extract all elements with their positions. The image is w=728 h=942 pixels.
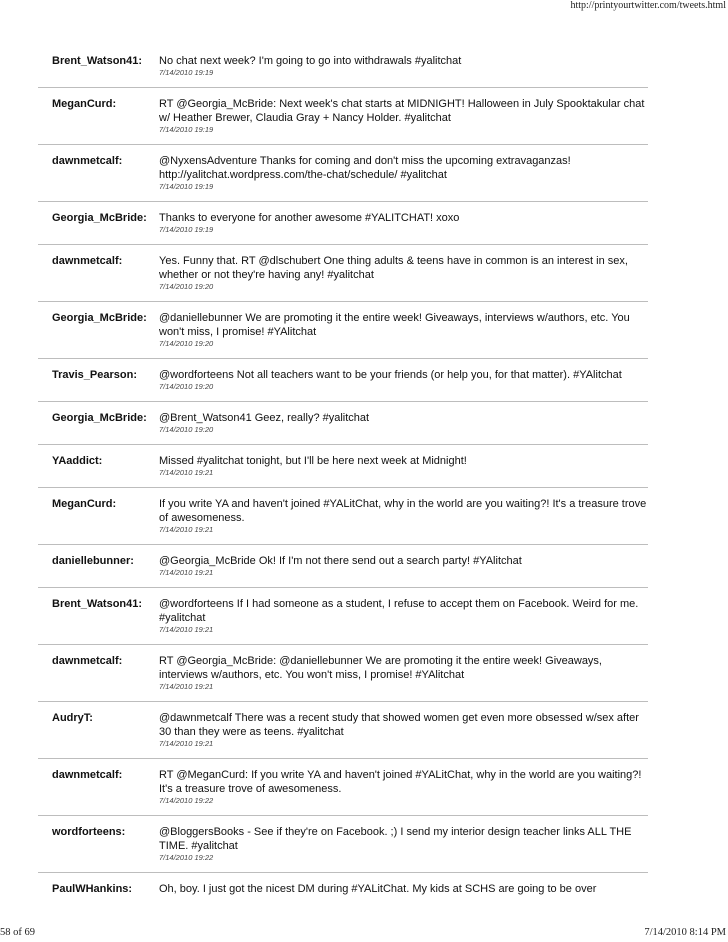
tweet-text: Thanks to everyone for another awesome #YALITCHAT! xoxo bbox=[159, 212, 460, 224]
tweet-item bbox=[38, 88, 648, 145]
tweet-timestamp: 7/14/2010 19:20 bbox=[159, 282, 214, 291]
tweet-timestamp: 7/14/2010 19:21 bbox=[159, 682, 214, 691]
tweet-username: dawnmetcalf: bbox=[52, 155, 123, 167]
tweet-item bbox=[38, 359, 648, 402]
tweet-username: Georgia_McBride: bbox=[52, 412, 147, 424]
tweet-body bbox=[159, 654, 648, 691]
tweet-text: @BloggersBooks - See if they're on Facebook. ;) I send my interior design teacher links ALL THE TIME. #yalitchat bbox=[159, 826, 632, 852]
tweet-timestamp: 7/14/2010 19:19 bbox=[159, 125, 214, 134]
tweet-item bbox=[38, 445, 648, 488]
tweet-timestamp: 7/14/2010 19:22 bbox=[159, 796, 214, 805]
tweet-username: wordforteens: bbox=[52, 826, 126, 838]
tweet-username: MeganCurd: bbox=[52, 98, 117, 110]
tweet-timestamp: 7/14/2010 19:21 bbox=[159, 739, 214, 748]
tweet-text: RT @Georgia_McBride: @daniellebunner We are promoting it the entire week! Giveaways, interviews w/authors, etc. You won't miss, I promise! #YAlitchat bbox=[159, 655, 602, 681]
tweet-list bbox=[38, 50, 648, 906]
tweet-timestamp: 7/14/2010 19:21 bbox=[159, 625, 214, 634]
tweet-username: dawnmetcalf: bbox=[52, 655, 123, 667]
tweet-body bbox=[159, 554, 648, 577]
tweet-timestamp: 7/14/2010 19:20 bbox=[159, 339, 214, 348]
tweet-body bbox=[159, 825, 648, 862]
tweet-timestamp: 7/14/2010 19:21 bbox=[159, 568, 214, 577]
tweet-timestamp: 7/14/2010 19:21 bbox=[159, 525, 214, 534]
tweet-timestamp: 7/14/2010 19:20 bbox=[159, 425, 214, 434]
print-datetime: 7/14/2010 8:14 PM bbox=[644, 927, 726, 938]
page-url: http://printyourtwitter.com/tweets.html bbox=[570, 0, 726, 11]
tweet-text: Yes. Funny that. RT @dlschubert One thing adults & teens have in common is an interest in sex, whether or not they're having any! #yalitchat bbox=[159, 255, 628, 281]
tweet-item bbox=[38, 545, 648, 588]
tweet-timestamp: 7/14/2010 19:20 bbox=[159, 382, 214, 391]
tweet-text: No chat next week? I'm going to go into withdrawals #yalitchat bbox=[159, 55, 462, 67]
tweet-item bbox=[38, 873, 648, 906]
tweet-body bbox=[159, 768, 648, 805]
tweet-item bbox=[38, 202, 648, 245]
tweet-text: Oh, boy. I just got the nicest DM during #YALitChat. My kids at SCHS are going to be over bbox=[159, 883, 597, 895]
tweet-text: @Brent_Watson41 Geez, really? #yalitchat bbox=[159, 412, 370, 424]
tweet-username: Brent_Watson41: bbox=[52, 598, 143, 610]
tweet-username: Brent_Watson41: bbox=[52, 55, 143, 67]
tweet-body bbox=[159, 368, 648, 391]
tweet-text: RT @Georgia_McBride: Next week's chat starts at MIDNIGHT! Halloween in July Spooktakular chat w/ Heather Brewer, Claudia Gray + Nancy Holder. #yalitchat bbox=[159, 98, 645, 124]
tweet-body bbox=[159, 454, 648, 477]
tweet-body bbox=[159, 154, 648, 191]
tweet-timestamp: 7/14/2010 19:22 bbox=[159, 853, 214, 862]
tweet-item bbox=[38, 402, 648, 445]
tweet-body bbox=[159, 497, 648, 534]
tweet-item bbox=[38, 145, 648, 202]
tweet-body bbox=[159, 254, 648, 291]
tweet-username: daniellebunner: bbox=[52, 555, 134, 567]
tweet-username: AudryT: bbox=[52, 712, 93, 724]
tweet-body bbox=[159, 97, 648, 134]
tweet-body bbox=[159, 882, 648, 896]
tweet-item bbox=[38, 816, 648, 873]
tweet-body bbox=[159, 54, 648, 77]
tweet-text: @daniellebunner We are promoting it the entire week! Giveaways, interviews w/authors, etc. You won't miss, I promise! #YAlitchat bbox=[159, 312, 630, 338]
tweet-item bbox=[38, 588, 648, 645]
tweet-username: dawnmetcalf: bbox=[52, 769, 123, 781]
tweet-body bbox=[159, 311, 648, 348]
tweet-timestamp: 7/14/2010 19:19 bbox=[159, 225, 214, 234]
tweet-username: MeganCurd: bbox=[52, 498, 117, 510]
tweet-timestamp: 7/14/2010 19:19 bbox=[159, 182, 214, 191]
tweet-item bbox=[38, 702, 648, 759]
tweet-item bbox=[38, 645, 648, 702]
tweet-text: @dawnmetcalf There was a recent study that showed women get even more obsessed w/sex after 30 than they were as teens. #yalitchat bbox=[159, 712, 639, 738]
tweet-item bbox=[38, 302, 648, 359]
tweet-timestamp: 7/14/2010 19:19 bbox=[159, 68, 214, 77]
tweet-item bbox=[38, 759, 648, 816]
tweet-text: RT @MeganCurd: If you write YA and haven't joined #YALitChat, why in the world are you waiting?! It's a treasure trove of awesomeness. bbox=[159, 769, 642, 795]
tweet-username: dawnmetcalf: bbox=[52, 255, 123, 267]
tweet-username: Georgia_McBride: bbox=[52, 212, 147, 224]
tweet-item bbox=[38, 488, 648, 545]
tweet-timestamp: 7/14/2010 19:21 bbox=[159, 468, 214, 477]
tweet-username: Travis_Pearson: bbox=[52, 369, 137, 381]
tweet-item bbox=[38, 245, 648, 302]
tweet-body bbox=[159, 597, 648, 634]
tweet-text: @NyxensAdventure Thanks for coming and don't miss the upcoming extravaganzas! http://yalitchat.wordpress.com/the-chat/schedule/ #yalitchat bbox=[159, 155, 571, 181]
tweet-username: YAaddict: bbox=[52, 455, 103, 467]
tweet-text: @wordforteens If I had someone as a student, I refuse to accept them on Facebook. Weird for me. #yalitchat bbox=[159, 598, 639, 624]
tweet-body bbox=[159, 711, 648, 748]
tweet-username: PaulWHankins: bbox=[52, 883, 133, 895]
tweet-body bbox=[159, 411, 648, 434]
page-number: 58 of 69 bbox=[0, 927, 35, 938]
tweet-text: Missed #yalitchat tonight, but I'll be here next week at Midnight! bbox=[159, 455, 467, 467]
tweet-body bbox=[159, 211, 648, 234]
tweet-text: @Georgia_McBride Ok! If I'm not there send out a search party! #YAlitchat bbox=[159, 555, 522, 567]
tweet-text: @wordforteens Not all teachers want to be your friends (or help you, for that matter). #YAlitchat bbox=[159, 369, 622, 381]
tweet-text: If you write YA and haven't joined #YALitChat, why in the world are you waiting?! It's a treasure trove of awesomeness. bbox=[159, 498, 647, 524]
tweet-item bbox=[38, 50, 648, 88]
tweet-username: Georgia_McBride: bbox=[52, 312, 147, 324]
